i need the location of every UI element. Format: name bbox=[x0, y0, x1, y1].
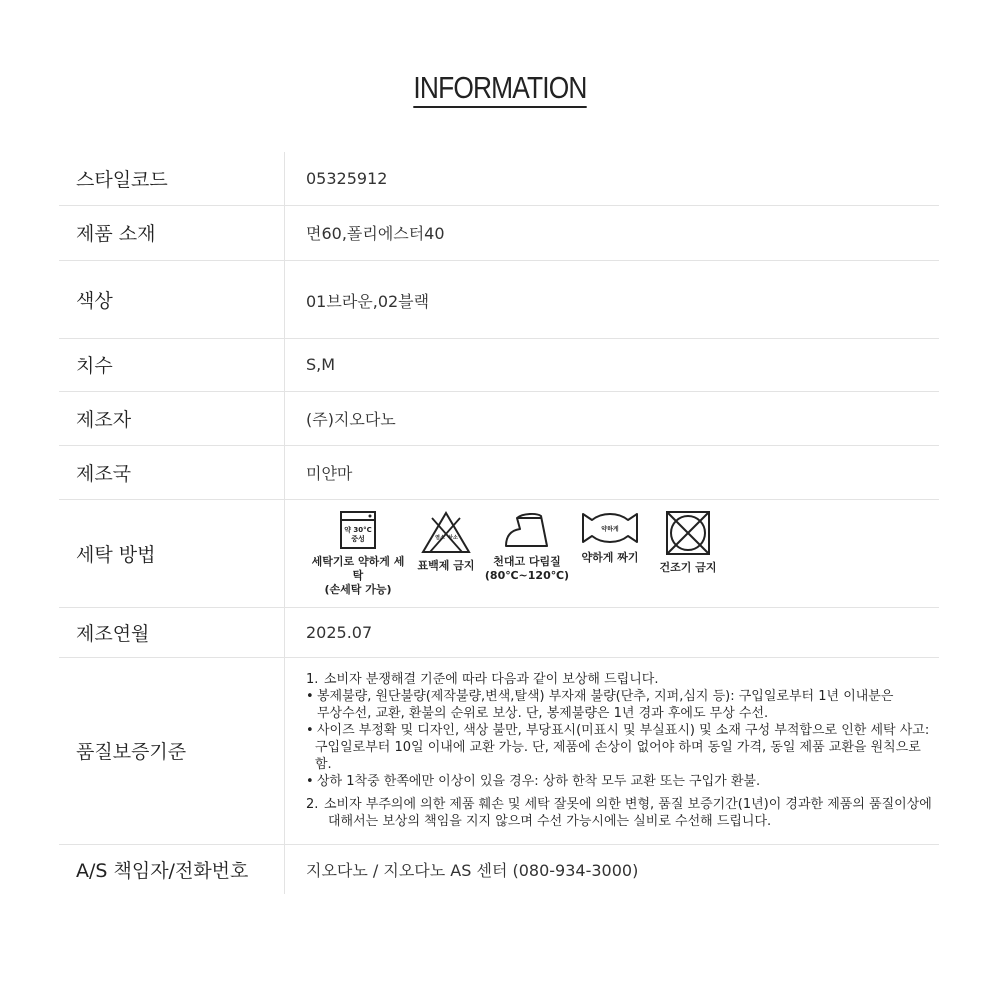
row-quality bbox=[59, 657, 939, 844]
care-iron bbox=[484, 510, 570, 583]
quality-bullet-3: • 상하 1착중 한쪽에만 이상이 있을 경우: 상하 한착 모두 교환 또는 구입가 환불. bbox=[306, 774, 761, 789]
bleach-label: 표백제 금지 bbox=[417, 558, 475, 572]
label-style-code: 스타일코드 bbox=[59, 152, 285, 205]
row-date bbox=[59, 607, 939, 657]
label-material: 제품 소재 bbox=[59, 205, 285, 260]
wash-label-1: 세탁기로 약하게 세탁 bbox=[311, 554, 405, 582]
label-manufacturer: 제조자 bbox=[59, 391, 285, 445]
label-as-contact: A/S 책임자/전화번호 bbox=[59, 844, 285, 894]
care-bleach bbox=[408, 510, 484, 573]
no-bleach-icon bbox=[420, 510, 472, 554]
bleach-chlorine-tag: 염소 bbox=[435, 534, 445, 541]
value-as-contact: 지오다노 / 지오다노 AS 센터 (080-934-3000) bbox=[306, 860, 639, 880]
wring-tag: 약하게 bbox=[601, 525, 619, 533]
label-date: 제조연월 bbox=[59, 607, 285, 657]
quality-text bbox=[306, 671, 939, 830]
value-size: S,M bbox=[285, 338, 940, 391]
care-dry bbox=[650, 510, 726, 575]
row-material bbox=[59, 205, 939, 260]
quality-bullet-2: • 사이즈 부정확 및 디자인, 색상 불만, 부당표시(미표시 및 부실표시) 및 소재 구성 부적합으로 인한 세탁 사고: 구입일로부터 10일 이내에 교환 가능. 단, 제품에 손상이 없어야 하며 동일 가격, 동일 제품 교환을 원칙으로 함. bbox=[306, 723, 930, 772]
page-title: INFORMATION bbox=[75, 70, 925, 106]
quality-item-1: 1. 소비자 분쟁해결 기준에 따라 다음과 같이 보상해 드립니다. bbox=[306, 672, 659, 687]
row-style-code bbox=[59, 152, 939, 205]
value-style-code: 05325912 bbox=[285, 152, 940, 205]
value-country: 미얀마 bbox=[285, 445, 940, 499]
row-care bbox=[59, 499, 939, 607]
row-color bbox=[59, 260, 939, 338]
bleach-oxygen-tag: 산소 bbox=[448, 534, 458, 541]
value-date: 2025.07 bbox=[285, 607, 940, 657]
care-wash bbox=[308, 510, 408, 597]
label-quality: 품질보증기준 bbox=[59, 657, 285, 844]
dry-label: 건조기 금지 bbox=[659, 560, 717, 574]
row-as-contact bbox=[59, 844, 939, 894]
label-care: 세탁 방법 bbox=[59, 499, 285, 607]
value-material: 면60,폴리에스터40 bbox=[285, 205, 940, 260]
label-country: 제조국 bbox=[59, 445, 285, 499]
wash-detergent-tag: 중성 bbox=[351, 534, 365, 543]
machine-wash-icon bbox=[338, 510, 378, 550]
wash-temp-tag: 약 30°C bbox=[344, 525, 372, 534]
iron-label-2: (80℃~120℃) bbox=[484, 568, 570, 582]
care-cell bbox=[285, 499, 940, 607]
iron-icon bbox=[503, 510, 551, 550]
row-country bbox=[59, 445, 939, 499]
value-color: 01브라운,02블랙 bbox=[285, 260, 940, 338]
info-table bbox=[59, 152, 939, 894]
care-wring bbox=[570, 510, 650, 565]
wash-label-2: (손세탁 가능) bbox=[324, 582, 392, 596]
quality-cell bbox=[285, 657, 940, 844]
label-color: 색상 bbox=[59, 260, 285, 338]
quality-bullet-1: • 봉제불량, 원단불량(제작불량,변색,탈색) 부자재 불량(단추, 지퍼,심지 등): 구입일로부터 1년 이내분은 무상수선, 교환, 환불의 순위로 보상. 단, 봉제불량은 1년 경과 후에도 무상 수선. bbox=[306, 689, 894, 721]
row-size bbox=[59, 338, 939, 391]
iron-label-1: 천대고 다림질 bbox=[493, 554, 561, 568]
label-size: 치수 bbox=[59, 338, 285, 391]
no-tumble-dry-icon bbox=[665, 510, 711, 556]
care-symbols bbox=[308, 510, 939, 597]
wring-gently-icon bbox=[580, 510, 640, 546]
wring-label: 약하게 짜기 bbox=[581, 550, 639, 564]
row-manufacturer bbox=[59, 391, 939, 445]
value-manufacturer: (주)지오다노 bbox=[285, 391, 940, 445]
quality-item-2: 2. 소비자 부주의에 의한 제품 훼손 및 세탁 잘못에 의한 변형, 품질 보증기간(1년)이 경과한 제품의 품질이상에 대해서는 보상의 책임을 지지 않으며 수선 가능시에는 실비로 수선해 드립니다. bbox=[306, 797, 932, 829]
